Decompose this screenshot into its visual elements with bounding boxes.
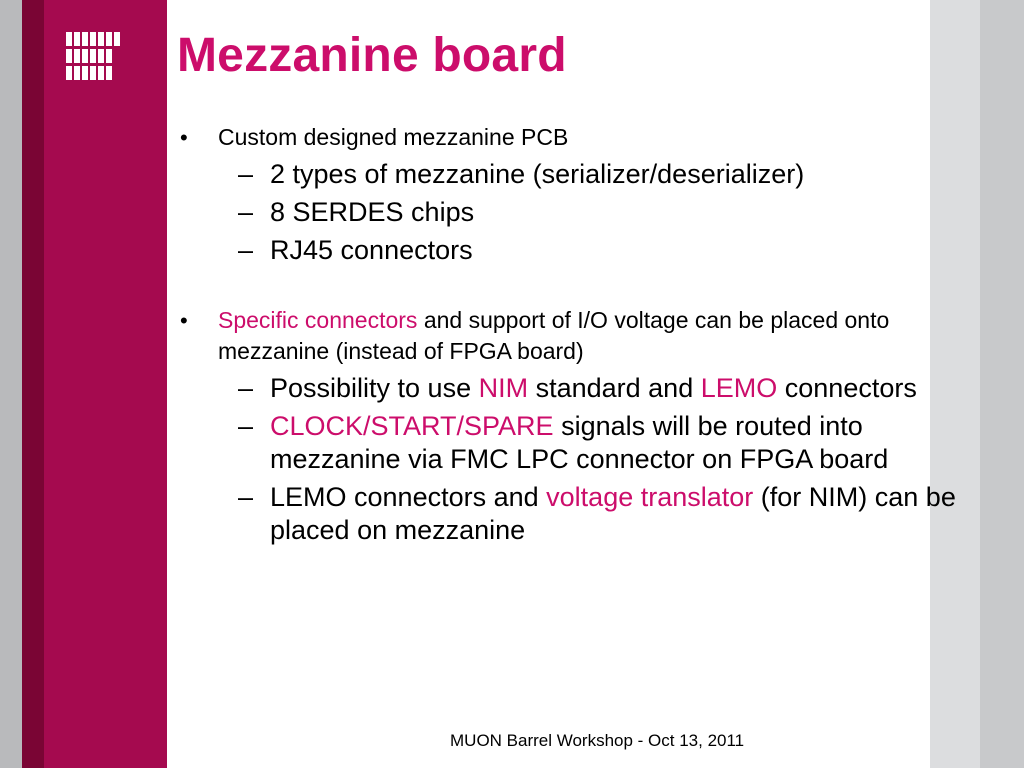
- left-dark-stripe: [22, 0, 44, 768]
- sub-bullet-text: 2 types of mezzanine (serializer/deserializer): [270, 159, 805, 189]
- dash-icon: –: [238, 159, 254, 189]
- sub-bullet-item: [176, 234, 966, 267]
- right-gray-stripe: [980, 0, 1024, 768]
- bullet-item: [176, 305, 966, 367]
- highlight-text: voltage translator: [546, 482, 754, 512]
- dash-icon: –: [238, 235, 254, 265]
- sub-text: signals will be routed into mezzanine via FMC LPC connector on FPGA board: [270, 411, 889, 474]
- dash-icon: –: [238, 373, 254, 403]
- highlight-text: NIM: [478, 373, 529, 403]
- highlight-text: LEMO: [700, 373, 778, 403]
- highlight-text: Specific connectors: [218, 307, 418, 333]
- sub-text: LEMO connectors and: [270, 482, 547, 512]
- dash-icon: –: [238, 482, 254, 512]
- left-gray-stripe: [0, 0, 22, 768]
- sub-text: (for NIM) can be placed on mezzanine: [270, 482, 956, 545]
- sub-bullet-text: RJ45 connectors: [270, 235, 473, 265]
- sub-bullet-item: [176, 481, 966, 547]
- slide-title: Mezzanine board: [177, 29, 567, 82]
- highlight-text: CLOCK/START/SPARE: [270, 411, 554, 441]
- sub-text: standard and: [528, 373, 701, 403]
- spacer: [176, 267, 966, 305]
- sub-text: connectors: [777, 373, 917, 403]
- slide-body: [176, 122, 966, 547]
- bullet-text: Custom designed mezzanine PCB: [218, 124, 569, 150]
- sub-bullet-text: 8 SERDES chips: [270, 197, 475, 227]
- dash-icon: –: [238, 197, 254, 227]
- bullet-dot-icon: •: [180, 308, 188, 333]
- slide-footer: MUON Barrel Workshop - Oct 13, 2011: [450, 731, 745, 750]
- dash-icon: –: [238, 411, 254, 441]
- left-accent-stripe: [44, 0, 167, 768]
- sub-bullet-item: [176, 410, 966, 476]
- sub-bullet-item: [176, 372, 966, 405]
- logo-icon: [66, 32, 120, 80]
- sub-bullet-item: [176, 158, 966, 191]
- sub-bullet-item: [176, 196, 966, 229]
- sub-text: Possibility to use: [270, 373, 479, 403]
- bullet-dot-icon: •: [180, 125, 188, 150]
- bullet-text: and support of I/O voltage can be placed onto mezzanine (instead of FPGA board): [218, 307, 890, 364]
- bullet-item: [176, 122, 966, 153]
